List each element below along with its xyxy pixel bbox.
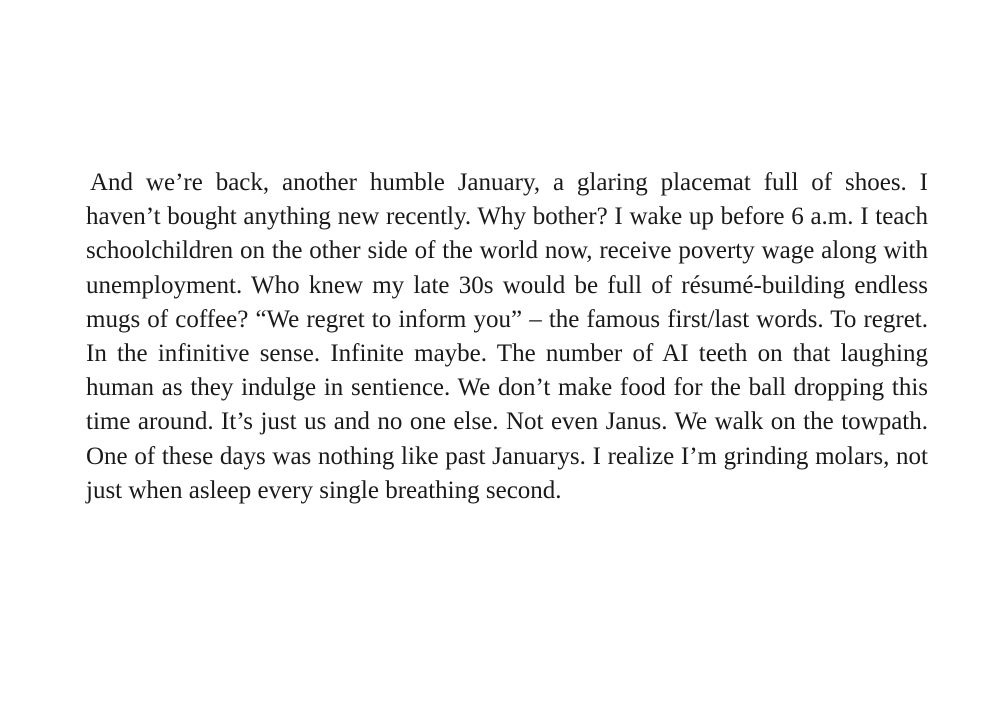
body-paragraph: And we’re back, another humble January, a glaring placemat full of shoes. I haven’t bought anything new recently. Why bother? I wake up before 6 a.m. I teach schoolchildren on the other side of the world now, receive poverty wage along with unemployment. Who knew my late 30s would be full of résumé-building endless mugs of coffee? “We regret to inform you” – the famous first/last words. To regret. In the infinitive sense. Infinite maybe. The number of AI teeth on that laughing human as they indulge in sentience. We don’t make food for the ball dropping this time around. It’s just us and no one else. Not even Janus. We walk on the towpath. One of these days was nothing like past Januarys. I realize I’m grinding molars, not just when asleep every single breathing second. — [86, 169, 928, 504]
